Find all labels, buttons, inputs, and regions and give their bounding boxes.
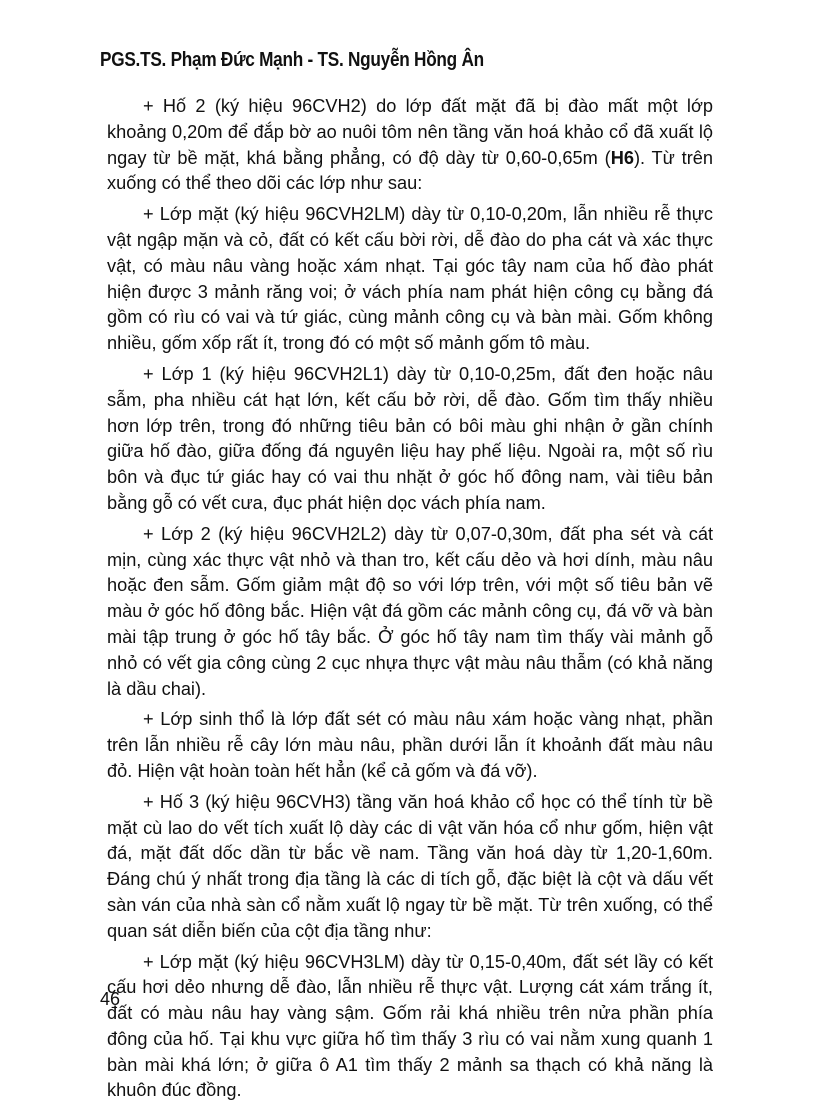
paragraph-ho-2-lop-1: + Lớp 1 (ký hiệu 96CVH2L1) dày từ 0,10-0,25m, đất đen hoặc nâu sẫm, pha nhiều cát hạt lớn, kết cấu bở rời, dễ đào. Gốm tìm thấy nhiều hơn lớp trên, trong đó những tiêu bản có bôi màu ghi nhận ở gần chính giữa hố đào, giữa đống đá nguyên liệu hay phế liệu. Ngoài ra, một số rìu bôn và đục tứ giác hay có vai thu nhặt ở góc hố đông nam, vài tiêu bản bằng gỗ có vết cưa, đục phát hiện dọc vách phía nam. bbox=[107, 363, 713, 513]
paragraph-ho-2 bbox=[107, 94, 713, 197]
paragraph-ho-2-lop-2: + Lớp 2 (ký hiệu 96CVH2L2) dày từ 0,07-0,30m, đất pha sét và cát mịn, cùng xác thực vật nhỏ và than tro, kết cấu dẻo và hơi dính, màu nâu hoặc đen sẫm. Gốm giảm mật độ so với lớp trên, với một số tiêu bản vẽ màu ở góc hố đông bắc. Hiện vật đá gồm các mảnh công cụ, đá vỡ và bàn mài tập trung ở góc hố tây bắc. Ở góc hố tây nam tìm thấy vài mảnh gỗ nhỏ có vết gia công cùng 2 cục nhựa thực vật màu nâu thẫm (có khả năng là dầu chai). bbox=[107, 523, 713, 699]
paragraph-ho-2-lop-mat: + Lớp mặt (ký hiệu 96CVH2LM) dày từ 0,10-0,20m, lẫn nhiều rễ thực vật ngập mặn và cỏ, đất có kết cấu bời rời, dễ đào do pha cát và xác thực vật, có màu nâu vàng hoặc xám nhạt. Tại góc tây nam của hố đào phát hiện được 3 mảnh răng voi; ở vách phía nam phát hiện công cụ bằng đá gồm có rìu có vai và tứ giác, cùng mảnh công cụ và bàn mài. Gốm không nhiều, gốm xốp rất ít, trong đó có một số mảnh gốm tô màu. bbox=[107, 204, 713, 354]
paragraph-ho-3-lop-mat: + Lớp mặt (ký hiệu 96CVH3LM) dày từ 0,15-0,40m, đất sét lầy có kết cấu hơi dẻo nhưng dễ đào, lẫn nhiều rễ thực vật. Lượng cát xám trắng ít, đất có màu nâu hay vàng sậm. Gốm rải khá nhiều trên nửa phần phía đông của hố. Tại khu vực giữa hố tìm thấy 3 rìu có vai nằm xung quanh 1 bàn mài khá lớn; ở giữa ô A1 tìm thấy 2 mảnh sa thạch có khả năng là khuôn đúc đồng. bbox=[107, 951, 713, 1101]
paragraph-ho-2-text-end: ). Từ trên xuống có thể theo dõi các lớp như sau: bbox=[107, 147, 714, 194]
paragraph-ho-2-text-start: + Hố 2 (ký hiệu 96CVH2) do lớp đất mặt đã bị đào mất một lớp khoảng 0,20m để đắp bờ ao nuôi tôm nên tầng văn hoá khảo cổ đã xuất lộ ngay từ bề mặt, khá bằng phẳng, có độ dày từ 0,60-0,65m ( bbox=[107, 96, 713, 168]
figure-reference-h6: H6 bbox=[610, 147, 634, 168]
page-number: 46 bbox=[100, 989, 121, 1009]
paragraph-ho-3: + Hố 3 (ký hiệu 96CVH3) tầng văn hoá khảo cổ học có thể tính từ bề mặt cù lao do vết tích xuất lộ dày các di vật văn hóa cổ như gốm, hiện vật đá, mặt đất dốc dần từ bắc về nam. Tầng văn hoá dày từ 1,20-1,60m. Đáng chú ý nhất trong địa tầng là các di tích gỗ, đặc biệt là cột và dấu vết sàn ván của nhà sàn cổ nằm xuất lộ ngay từ bề mặt. Từ trên xuống, có thể quan sát diễn biến của cột địa tầng như: bbox=[107, 791, 713, 941]
paragraph-lop-sinh-tho: + Lớp sinh thổ là lớp đất sét có màu nâu xám hoặc vàng nhạt, phần trên lẫn nhiều rễ cây lớn màu nâu, phần dưới lẫn ít khoảnh đất màu nâu đỏ. Hiện vật hoàn toàn hết hẳn (kể cả gốm và đá vỡ). bbox=[107, 709, 713, 781]
running-header: PGS.TS. Phạm Đức Mạnh - TS. Nguyễn Hồng Ân bbox=[100, 49, 484, 71]
page-body bbox=[107, 94, 713, 1109]
